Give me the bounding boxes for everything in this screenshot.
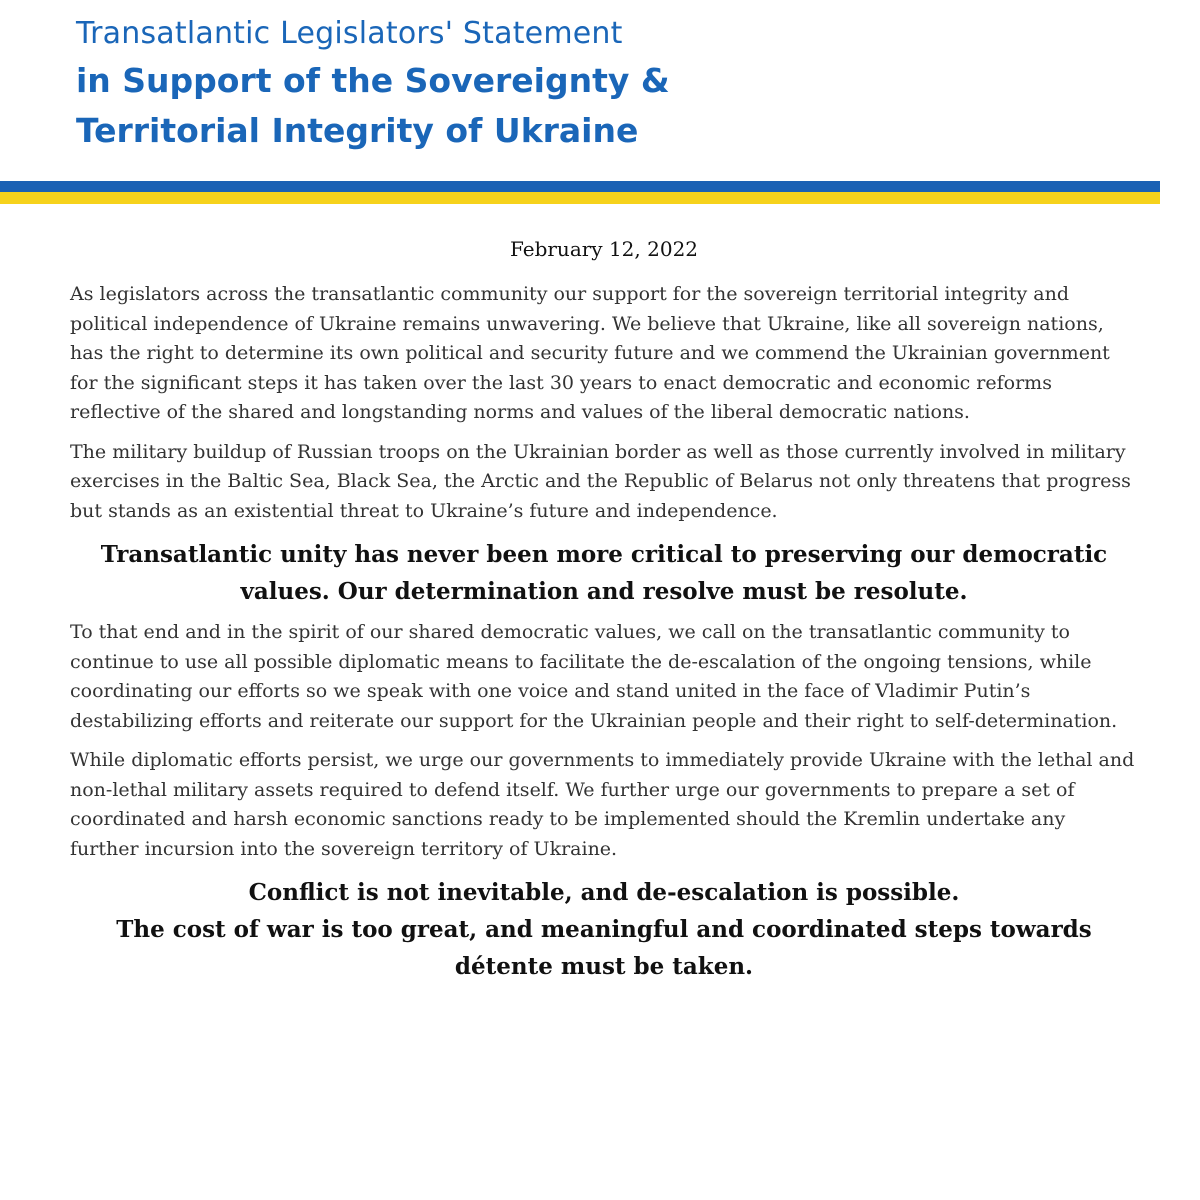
title-line-2: in Support of the Sovereignty & bbox=[76, 61, 670, 100]
ukraine-flag-bar bbox=[0, 181, 1160, 204]
emphasis-2-line-1: Conflict is not inevitable, and de-escalation is possible. bbox=[248, 879, 960, 906]
flag-blue-stripe bbox=[0, 181, 1160, 192]
title-line-3: Territorial Integrity of Ukraine bbox=[76, 111, 639, 150]
statement-header bbox=[76, 12, 670, 156]
paragraph-1: As legislators across the transatlantic community our support for the sovereign territorial integrity and political independence of Ukraine remains unwavering. We believe that Ukraine, like all sovereign nations, has the right to determine its own political and security future and we commend the Ukrainian government for the significant steps it has taken over the last 30 years to enact democratic and economic reforms reflective of the shared and longstanding norms and values of the liberal democratic nations. bbox=[70, 283, 1110, 423]
paragraph-4: While diplomatic efforts persist, we urge our governments to immediately provide Ukraine with the lethal and non-lethal military assets required to defend itself. We further urge our governments to prepare a set of coordinated and harsh economic sanctions ready to be implemented should the Kremlin undertake any further incursion into the sovereign territory of Ukraine. bbox=[70, 749, 1135, 860]
flag-yellow-stripe bbox=[0, 192, 1160, 204]
paragraph-3: To that end and in the spirit of our shared democratic values, we call on the transatlantic community to continue to use all possible diplomatic means to facilitate the de-escalation of the ongoing tensions, while coordinating our efforts so we speak with one voice and stand united in the face of Vladimir Putin’s destabilizing efforts and reiterate our support for the Ukrainian people and their right to self-determination. bbox=[70, 621, 1118, 732]
emphasis-2-line-2: The cost of war is too great, and meaningful and coordinated steps towards détente must be taken. bbox=[116, 916, 1092, 980]
paragraph-2: The military buildup of Russian troops on the Ukrainian border as well as those currently involved in military exercises in the Baltic Sea, Black Sea, the Arctic and the Republic of Belarus not only threatens that progress but stands as an existential threat to Ukraine’s future and independence. bbox=[70, 440, 1131, 522]
emphasis-statement-1: Transatlantic unity has never been more critical to preserving our democratic values. Our determination and resolve must be resolute. bbox=[100, 541, 1108, 605]
statement-body bbox=[70, 234, 1138, 985]
emphasis-statement-2 bbox=[70, 874, 1138, 985]
statement-date: February 12, 2022 bbox=[509, 237, 699, 261]
title-line-1: Transatlantic Legislators' Statement bbox=[76, 16, 623, 51]
